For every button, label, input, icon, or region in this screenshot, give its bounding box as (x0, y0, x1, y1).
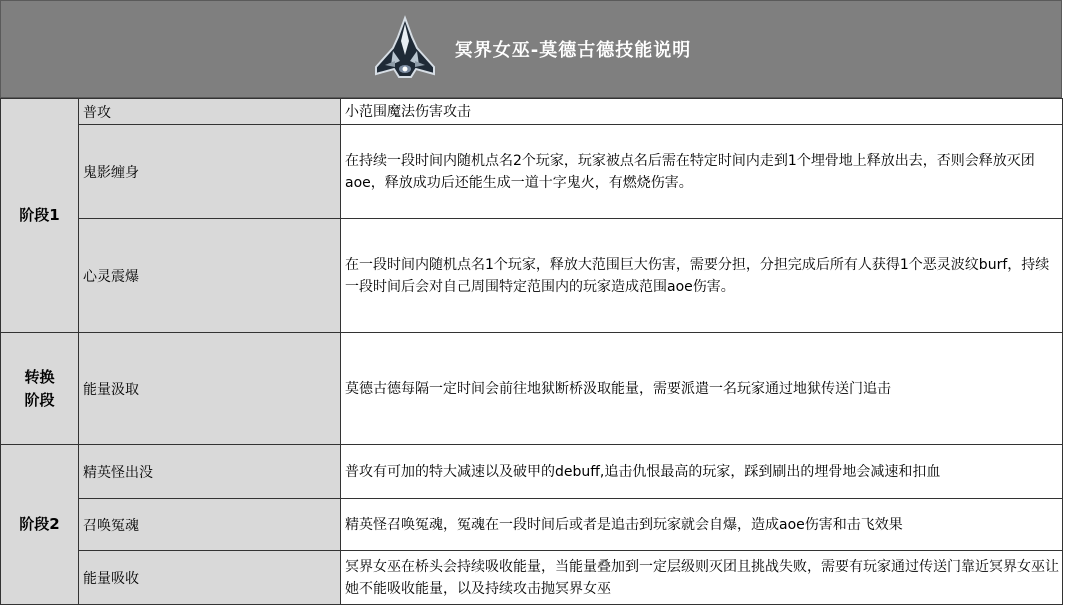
skill-desc: 在一段时间内随机点名1个玩家，释放大范围巨大伤害，需要分担，分担完成后所有人获得1个恶灵波纹burf，持续一段时间后会对自己周围特定范围内的玩家造成范围aoe伤害。 (341, 219, 1063, 333)
skill-desc: 普攻有可加的特大减速以及破甲的debuff,追击仇恨最高的玩家，踩到刷出的埋骨地会减速和扣血 (341, 445, 1063, 499)
table-row (1, 125, 1063, 219)
header-banner (0, 0, 1062, 98)
stage-label (1, 333, 79, 445)
page-title: 冥界女巫-莫德古德技能说明 (454, 40, 692, 61)
skill-desc: 小范围魔法伤害攻击 (341, 99, 1063, 125)
skill-desc: 在持续一段时间内随机点名2个玩家，玩家被点名后需在特定时间内走到1个埋骨地上释放出去，否则会释放灭团aoe，释放成功后还能生成一道十字鬼火，有燃烧伤害。 (341, 125, 1063, 219)
stage-label-text: 转换阶段 (24, 367, 55, 409)
skill-name: 能量汲取 (79, 333, 341, 445)
skill-name: 精英怪出没 (79, 445, 341, 499)
skill-name: 鬼影缠身 (79, 125, 341, 219)
table-row (1, 333, 1063, 445)
table-row (1, 99, 1063, 125)
skill-desc: 精英怪召唤冤魂，冤魂在一段时间后或者是追击到玩家就会自爆，造成aoe伤害和击飞效果 (341, 499, 1063, 551)
skill-name: 召唤冤魂 (79, 499, 341, 551)
skill-desc: 莫德古德每隔一定时间会前往地狱断桥汲取能量，需要派遣一名玩家通过地狱传送门追击 (341, 333, 1063, 445)
table-row (1, 551, 1063, 605)
skill-name: 心灵震爆 (79, 219, 341, 333)
stage-label: 阶段1 (1, 99, 79, 333)
skill-name: 普攻 (79, 99, 341, 125)
skill-name: 能量吸收 (79, 551, 341, 605)
skill-table (0, 98, 1063, 605)
table-row (1, 499, 1063, 551)
table-row (1, 219, 1063, 333)
skill-desc: 冥界女巫在桥头会持续吸收能量，当能量叠加到一定层级则灭团且挑战失败，需要有玩家通过传送门靠近冥界女巫让她不能吸收能量，以及持续攻击抛冥界女巫 (341, 551, 1063, 605)
table-row (1, 445, 1063, 499)
spaceship-icon (371, 15, 439, 83)
stage-label: 阶段2 (1, 445, 79, 605)
